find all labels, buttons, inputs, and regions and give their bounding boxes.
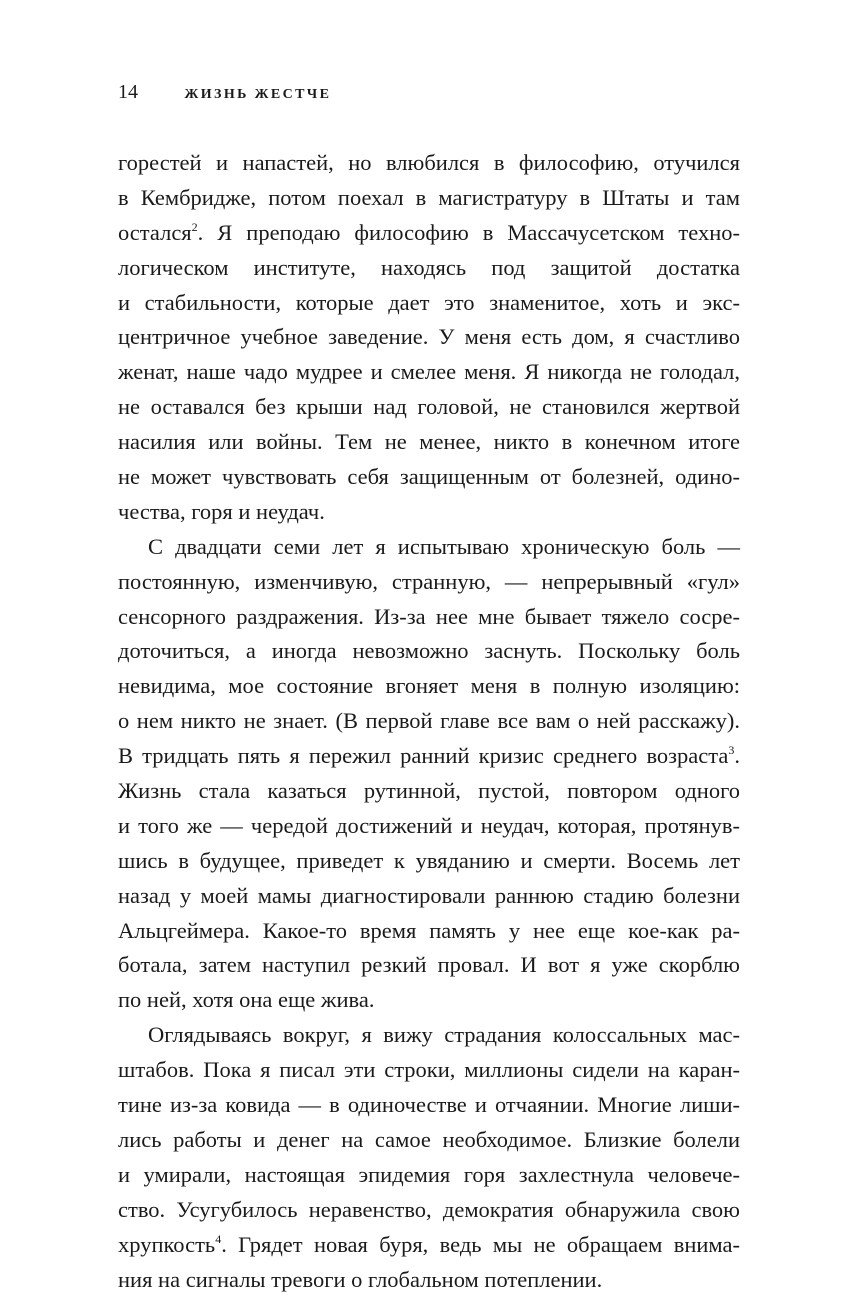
running-head: [118, 80, 331, 104]
text-line: и того же — чередой достижений и неудач, которая, протянув-: [118, 812, 740, 838]
text-line: по ней, хотя она еще жива.: [118, 987, 375, 1013]
footnote-mark[interactable]: 4: [215, 1231, 222, 1246]
text-line: Оглядываясь вокруг, я вижу страдания колоссальных мас-: [148, 1022, 740, 1048]
text-line: шись в будущее, приведет к увяданию и смерти. Восемь лет: [118, 847, 740, 873]
text-line: о нем никто не знает. (В первой главе все вам о ней расскажу).: [118, 708, 740, 734]
footnote-mark[interactable]: 2: [191, 219, 198, 234]
text-line: Жизнь стала казаться рутинной, пустой, повтором одного: [118, 778, 740, 804]
text-line: [118, 739, 740, 774]
text-line: не может чувствовать себя защищенным от болезней, одино-: [118, 464, 740, 490]
text-line: женат, наше чадо мудрее и смелее меня. Я никогда не голодал,: [118, 359, 740, 385]
text-line: тине из-за ковида — в одиночестве и отчаянии. Многие лиши-: [118, 1092, 740, 1118]
text-line: и умирали, настоящая эпидемия горя захлестнула человече-: [118, 1161, 740, 1187]
text-fragment: хрупкость: [118, 1231, 216, 1257]
text-line: сенсорного раздражения. Из-за нее мне бывает тяжело сосре-: [118, 603, 740, 629]
text-line: ство. Усугубилось неравенство, демократия обнаружила свою: [118, 1196, 740, 1222]
text-fragment: .: [734, 743, 740, 769]
text-line: ния на сигналы тревоги о глобальном потеплении.: [118, 1266, 603, 1292]
text-line: [118, 216, 740, 251]
text-line: невидима, мое состояние вгоняет меня в полную изоляцию:: [118, 673, 740, 699]
text-line: и стабильности, которые дает это знаменитое, хоть и экс-: [118, 289, 740, 315]
text-body: [118, 146, 740, 1297]
paragraph: [118, 530, 740, 1018]
text-line: назад у моей мамы диагностировали раннюю стадию болезни: [118, 882, 740, 908]
paragraph: [118, 146, 740, 530]
page-number: 14: [118, 81, 138, 103]
text-fragment: В тридцать пять я пережил ранний кризис среднего возраста: [118, 743, 729, 769]
footnote-mark[interactable]: 3: [728, 743, 735, 758]
text-line: не оставался без крыши над головой, не становился жертвой: [118, 394, 740, 420]
text-line: [118, 1228, 740, 1263]
text-line: логическом институте, находясь под защитой достатка: [118, 254, 740, 280]
text-line: лись работы и денег на самое необходимое. Близкие болели: [118, 1126, 740, 1152]
text-line: Альцгеймера. Какое-то время память у нее еще кое-как ра-: [118, 917, 740, 943]
text-line: в Кембридже, потом поехал в магистратуру в Штаты и там: [118, 184, 740, 210]
text-line: горестей и напастей, но влюбился в философию, отучился: [118, 150, 740, 175]
text-line: штабов. Пока я писал эти строки, миллионы сидели на каран-: [118, 1057, 740, 1083]
text-fragment: . Я преподаю философию в Массачусетском техно-: [197, 219, 740, 245]
text-line: постоянную, изменчивую, странную, — непрерывный «гул»: [118, 568, 740, 594]
text-line: ботала, затем наступил резкий провал. И вот я уже скорблю: [118, 952, 740, 978]
text-fragment: . Грядет новая буря, ведь мы не обращаем внима-: [221, 1231, 740, 1257]
paragraph: [118, 1018, 740, 1297]
text-fragment: остался: [118, 219, 192, 245]
text-line: доточиться, а иногда невозможно заснуть. Поскольку боль: [118, 638, 740, 664]
text-line: чества, горя и неудач.: [118, 498, 325, 524]
text-line: С двадцати семи лет я испытываю хроническую боль —: [148, 533, 740, 559]
running-title: ЖИЗНЬ ЖЕСТЧЕ: [184, 87, 332, 102]
text-line: насилия или войны. Тем не менее, никто в конечном итоге: [118, 429, 740, 455]
text-line: центричное учебное заведение. У меня есть дом, я счастливо: [118, 324, 740, 350]
